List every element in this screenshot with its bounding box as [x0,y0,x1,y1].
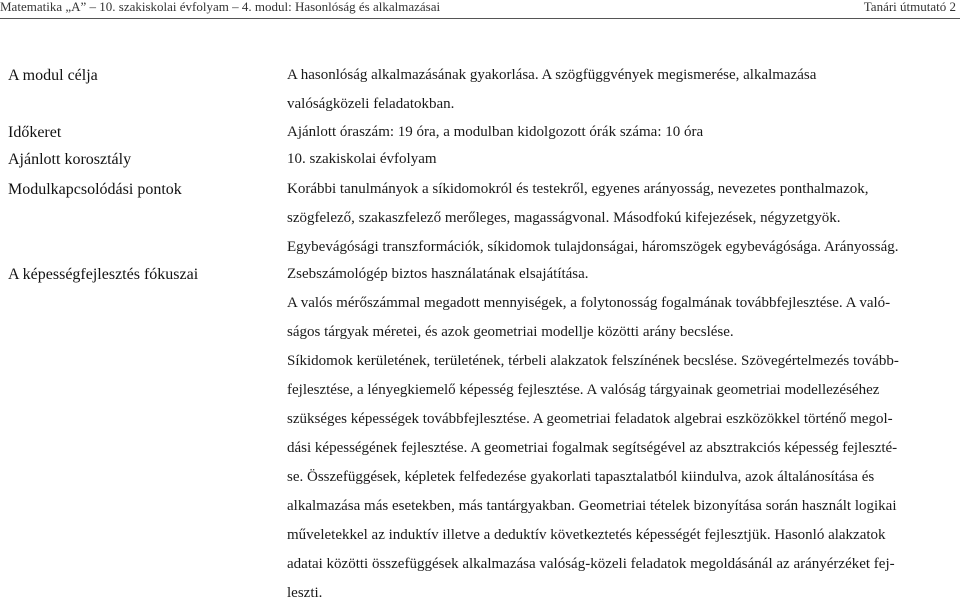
label-kepessegfejlesztes: A képességfejlesztés fókuszai [8,266,199,283]
text-line: A hasonlóság alkalmazásának gyakorlása. A szögfüggvények megismerése, alkalmazása [287,67,817,83]
label-modul-celja: A modul célja [8,67,98,84]
header-title: Matematika „A” – 10. szakiskolai évfolyam – 4. modul: Hasonlóság és alkalmazásai [0,0,441,14]
text-line: adatai közötti összefüggések alkalmazása valóság-közeli feladatok megoldásánál az arányérzéket fej- [287,556,895,572]
text-line: szögfelező, szakaszfelező merőleges, magasságvonal. Másodfokú kifejezések, négyzetgyök. [287,210,841,226]
text-line: alkalmazása más esetekben, más tantárgyakban. Geometriai tételek bizonyítása során használt logikai [287,498,897,514]
text-line: valóságközeli feladatokban. [287,96,455,112]
text-line: Zsebszámológép biztos használatának elsajátítása. [287,266,589,282]
text-line: Korábbi tanulmányok a síkidomokról és testekről, egyenes arányosság, nevezetes ponthalmazok, [287,181,869,197]
text-line: Egybevágósági transzformációk, síkidomok tulajdonságai, háromszögek egybevágósága. Arányosság. [287,239,899,255]
value-modulkapcsolodasi-pontok [287,175,952,262]
value-kepessegfejlesztes [287,260,952,608]
text-line: műveletekkel az induktív illetve a deduktív következtetés képességét fejlesztjük. Hasonló alakzatok [287,527,886,543]
text-line: Síkidomok kerületének, területének, térbeli alakzatok felszínének becslése. Szövegértelmezés tovább- [287,353,899,369]
page-header [0,0,960,14]
text-line: ságos tárgyak méretei, és azok geometriai modellje közötti arány becslése. [287,324,734,340]
text-line: se. Összefüggések, képletek felfedezése gyakorlati tapasztalatból kiindulva, azok általánosítása és [287,469,875,485]
header-page-info: Tanári útmutató 2 [863,0,956,14]
label-modulkapcsolodasi-pontok: Modulkapcsolódási pontok [8,181,182,198]
text-line: dási képességének fejlesztése. A geometriai fogalmak segítségével az absztrakciós képesség fejleszté- [287,440,898,456]
text-line: Ajánlott óraszám: 19 óra, a modulban kidolgozott órák száma: 10 óra [287,124,704,140]
text-line: fejlesztése, a lényegkiemelő képesség fejlesztése. A valóság tárgyainak geometriai modellezéséhez [287,382,880,398]
value-modul-celja [287,61,952,119]
label-korosztaly: Ajánlott korosztály [8,151,132,168]
header-divider [0,18,960,19]
value-idokeret [287,118,952,147]
text-line: leszti. [287,585,323,601]
text-line: szükséges képességek továbbfejlesztése. A geometriai feladatok algebrai eszközökkel történő megol- [287,411,893,427]
text-line: A valós mérőszámmal megadott mennyiségek, a folytonosság fogalmának továbbfejlesztése. A való- [287,295,891,311]
text-line: 10. szakiskolai évfolyam [287,151,437,167]
value-korosztaly [287,145,952,174]
label-idokeret: Időkeret [8,124,62,141]
